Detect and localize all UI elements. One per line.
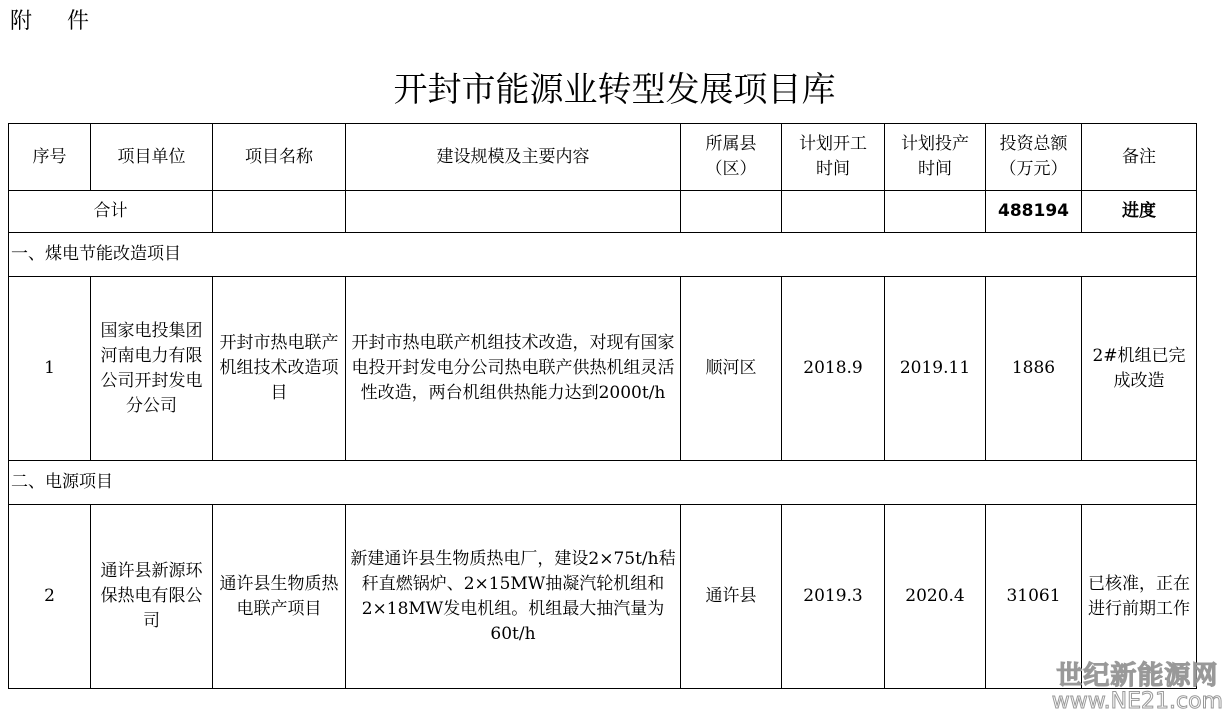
total-remark: 进度 [1082,191,1197,233]
section-title: 二、电源项目 [9,461,1197,505]
header-name: 项目名称 [213,124,346,191]
section-title: 一、煤电节能改造项目 [9,233,1197,277]
cell-county: 顺河区 [681,277,782,461]
header-investment [986,124,1082,191]
cell-name: 通许县生物质热电联产项目 [213,505,346,689]
header-county-label: 所属县（区） [705,134,757,179]
empty-cell [885,191,986,233]
header-row [9,124,1197,191]
watermark [1052,655,1223,712]
header-county [681,124,782,191]
header-content: 建设规模及主要内容 [346,124,681,191]
cell-no: 2 [9,505,91,689]
total-amount: 488194 [986,191,1082,233]
cell-production: 2020.4 [885,505,986,689]
cell-start: 2018.9 [782,277,885,461]
header-invest-l2: （万元） [999,159,1068,179]
header-prod-l1: 计划投产 [901,134,969,154]
cell-no: 1 [9,277,91,461]
watermark-url: www.NE21.com [1051,689,1223,714]
section-row [9,233,1197,277]
cell-county: 通许县 [681,505,782,689]
cell-unit: 国家电投集团河南电力有限公司开封发电分公司 [91,277,213,461]
cell-remark: 已核准，正在进行前期工作 [1082,505,1197,689]
table-row [9,277,1197,461]
header-start-l1: 计划开工 [799,134,867,154]
table-row [9,505,1197,689]
header-unit: 项目单位 [91,124,213,191]
header-production [885,124,986,191]
cell-production: 2019.11 [885,277,986,461]
empty-cell [681,191,782,233]
cell-name: 开封市热电联产机组技术改造项目 [213,277,346,461]
header-prod-l2: 时间 [918,159,952,179]
header-start-l2: 时间 [816,159,850,179]
page-title: 开封市能源业转型发展项目库 [393,70,836,110]
total-row [9,191,1197,233]
section-row [9,461,1197,505]
empty-cell [213,191,346,233]
empty-cell [782,191,885,233]
cell-investment: 31061 [986,505,1082,689]
header-remark: 备注 [1082,124,1197,191]
header-no: 序号 [9,124,91,191]
cell-content: 开封市热电联产机组技术改造，对现有国家电投开封发电分公司热电联产供热机组灵活性改造，两台机组供热能力达到2000t/h [346,277,681,461]
header-start [782,124,885,191]
cell-start: 2019.3 [782,505,885,689]
empty-cell [346,191,681,233]
cell-remark: 2#机组已完成改造 [1082,277,1197,461]
attachment-label: 附 件 [10,9,103,34]
header-invest-l1: 投资总额 [999,134,1068,154]
watermark-text: 世纪新能源网 [1056,661,1219,691]
cell-unit: 通许县新源环保热电有限公司 [91,505,213,689]
total-label: 合计 [9,191,213,233]
project-table [8,123,1197,689]
cell-investment: 1886 [986,277,1082,461]
cell-content: 新建通许县生物质热电厂，建设2×75t/h秸秆直燃锅炉、2×15MW抽凝汽轮机组和2×18MW发电机组。机组最大抽汽量为60t/h [346,505,681,689]
